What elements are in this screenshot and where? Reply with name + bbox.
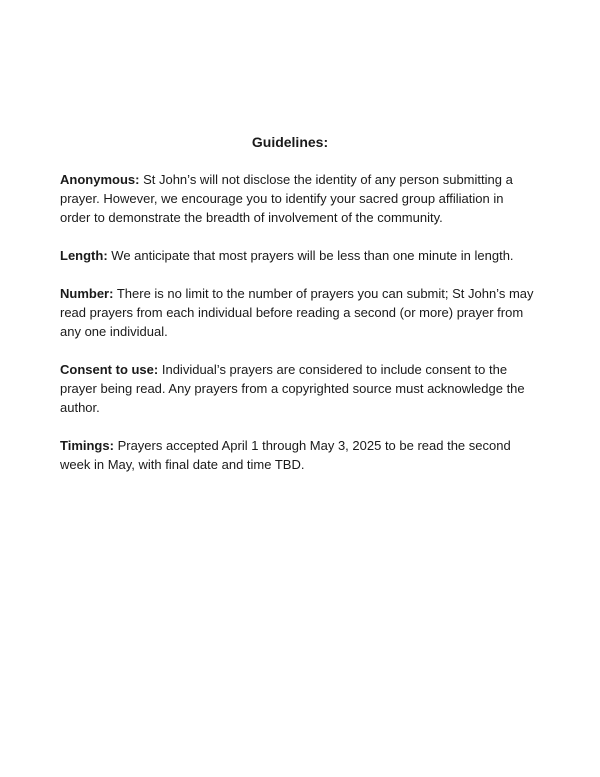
- guideline-number: [60, 284, 535, 341]
- guideline-label: Length:: [60, 248, 108, 263]
- guidelines-content: [60, 170, 535, 493]
- guideline-label: Anonymous:: [60, 172, 140, 187]
- page-title: Guidelines:: [251, 134, 329, 150]
- guideline-anonymous: [60, 170, 535, 227]
- guideline-text: Prayers accepted April 1 through May 3, 2025 to be read the second week in May, with final date and time TBD.: [60, 438, 511, 472]
- guideline-text: We anticipate that most prayers will be less than one minute in length.: [111, 248, 514, 263]
- guideline-consent: [60, 360, 535, 417]
- guideline-text: There is no limit to the number of prayers you can submit; St John’s may read prayers from each individual before reading a second (or more) prayer from any one individual.: [60, 286, 534, 339]
- guideline-label: Timings:: [60, 438, 114, 453]
- guideline-timings: [60, 436, 535, 474]
- guideline-text: Individual’s prayers are considered to include consent to the prayer being read. Any prayers from a copyrighted source must acknowledge the author.: [60, 362, 525, 415]
- guideline-text: St John’s will not disclose the identity of any person submitting a prayer. However, we encourage you to identify your sacred group affiliation in order to demonstrate the breadth of involvement of the community.: [60, 172, 513, 225]
- guideline-label: Consent to use:: [60, 362, 159, 377]
- guideline-length: [60, 246, 535, 265]
- guideline-label: Number:: [60, 286, 114, 301]
